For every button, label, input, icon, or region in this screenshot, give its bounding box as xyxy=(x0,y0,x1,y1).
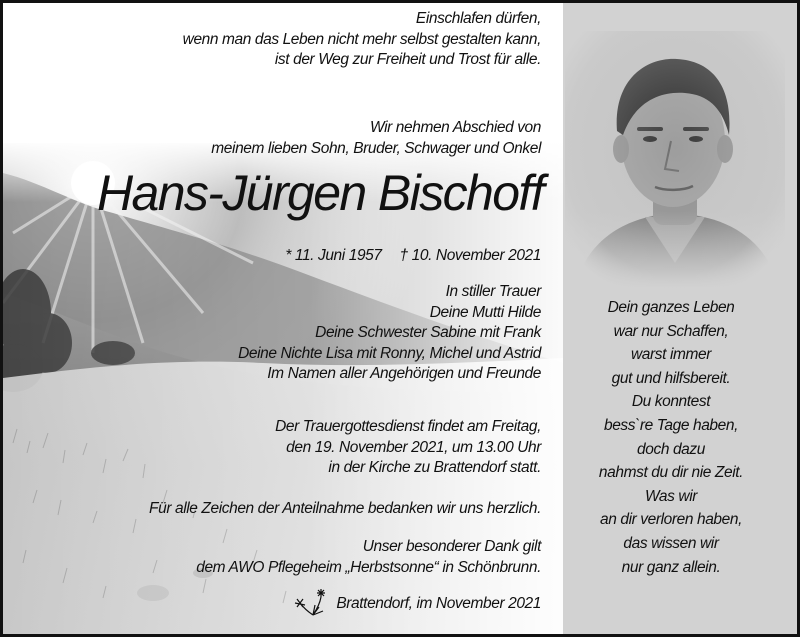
poem-line: gut und hilfsbereit. xyxy=(611,369,731,387)
thanks-text xyxy=(149,499,541,520)
flower-ornament-icon xyxy=(287,583,337,617)
portrait-photo xyxy=(565,31,785,289)
death-date: † 10. November 2021 xyxy=(399,247,541,264)
verse-line: Einschlafen dürfen, xyxy=(415,10,541,27)
life-dates xyxy=(271,246,541,267)
special-thanks xyxy=(196,537,541,578)
verse-line: ist der Weg zur Freiheit und Trost für alle. xyxy=(274,51,541,68)
birth-date: * 11. Juni 1957 xyxy=(285,247,382,264)
deceased-name: Hans-Jürgen Bischoff xyxy=(96,165,543,221)
poem xyxy=(571,296,771,579)
verse-line: wenn man das Leben nicht mehr selbst gestalten kann, xyxy=(182,30,541,48)
service-line: Der Trauergottesdienst findet am Freitag, xyxy=(275,418,541,435)
mourner-line: Deine Mutti Hilde xyxy=(429,303,541,321)
poem-line: warst immer xyxy=(631,346,711,364)
farewell-text xyxy=(211,118,541,159)
poem-line: nahmst du dir nie Zeit. xyxy=(598,464,744,482)
mourner-line: Deine Nichte Lisa mit Ronny, Michel und Astrid xyxy=(238,344,541,362)
mourner-line: In stiller Trauer xyxy=(445,283,541,300)
mourners-list xyxy=(238,282,541,385)
poem-line: war nur Schaffen, xyxy=(613,322,729,340)
poem-line: Du konntest xyxy=(631,393,711,411)
poem-line: nur ganz allein. xyxy=(621,558,721,576)
farewell-line: Wir nehmen Abschied von xyxy=(369,119,541,136)
poem-line: Dein ganzes Leben xyxy=(607,299,735,316)
service-line: den 19. November 2021, um 13.00 Uhr xyxy=(286,438,541,456)
service-info xyxy=(275,417,541,479)
place-date xyxy=(336,594,541,615)
special-thanks-line: Unser besonderer Dank gilt xyxy=(362,538,541,555)
poem-line: bess`re Tage haben, xyxy=(603,416,738,434)
poem-line: an dir verloren haben, xyxy=(600,511,742,529)
thanks-line: Für alle Zeichen der Anteilnahme bedanken wir uns herzlich. xyxy=(149,500,541,517)
mourner-line: Im Namen aller Angehörigen und Freunde xyxy=(267,365,541,382)
service-line: in der Kirche zu Brattendorf statt. xyxy=(328,459,541,476)
opening-verse xyxy=(183,9,541,71)
poem-line: doch dazu xyxy=(637,440,705,458)
place-date-line: Brattendorf, im November 2021 xyxy=(336,595,541,612)
poem-line: Was wir xyxy=(644,487,698,505)
special-thanks-line: dem AWO Pflegeheim „Herbstsonne“ in Schönbrunn. xyxy=(196,558,541,576)
farewell-line: meinem lieben Sohn, Bruder, Schwager und Onkel xyxy=(211,139,541,157)
mourner-line: Deine Schwester Sabine mit Frank xyxy=(315,324,541,341)
poem-line: das wissen wir xyxy=(623,534,719,552)
